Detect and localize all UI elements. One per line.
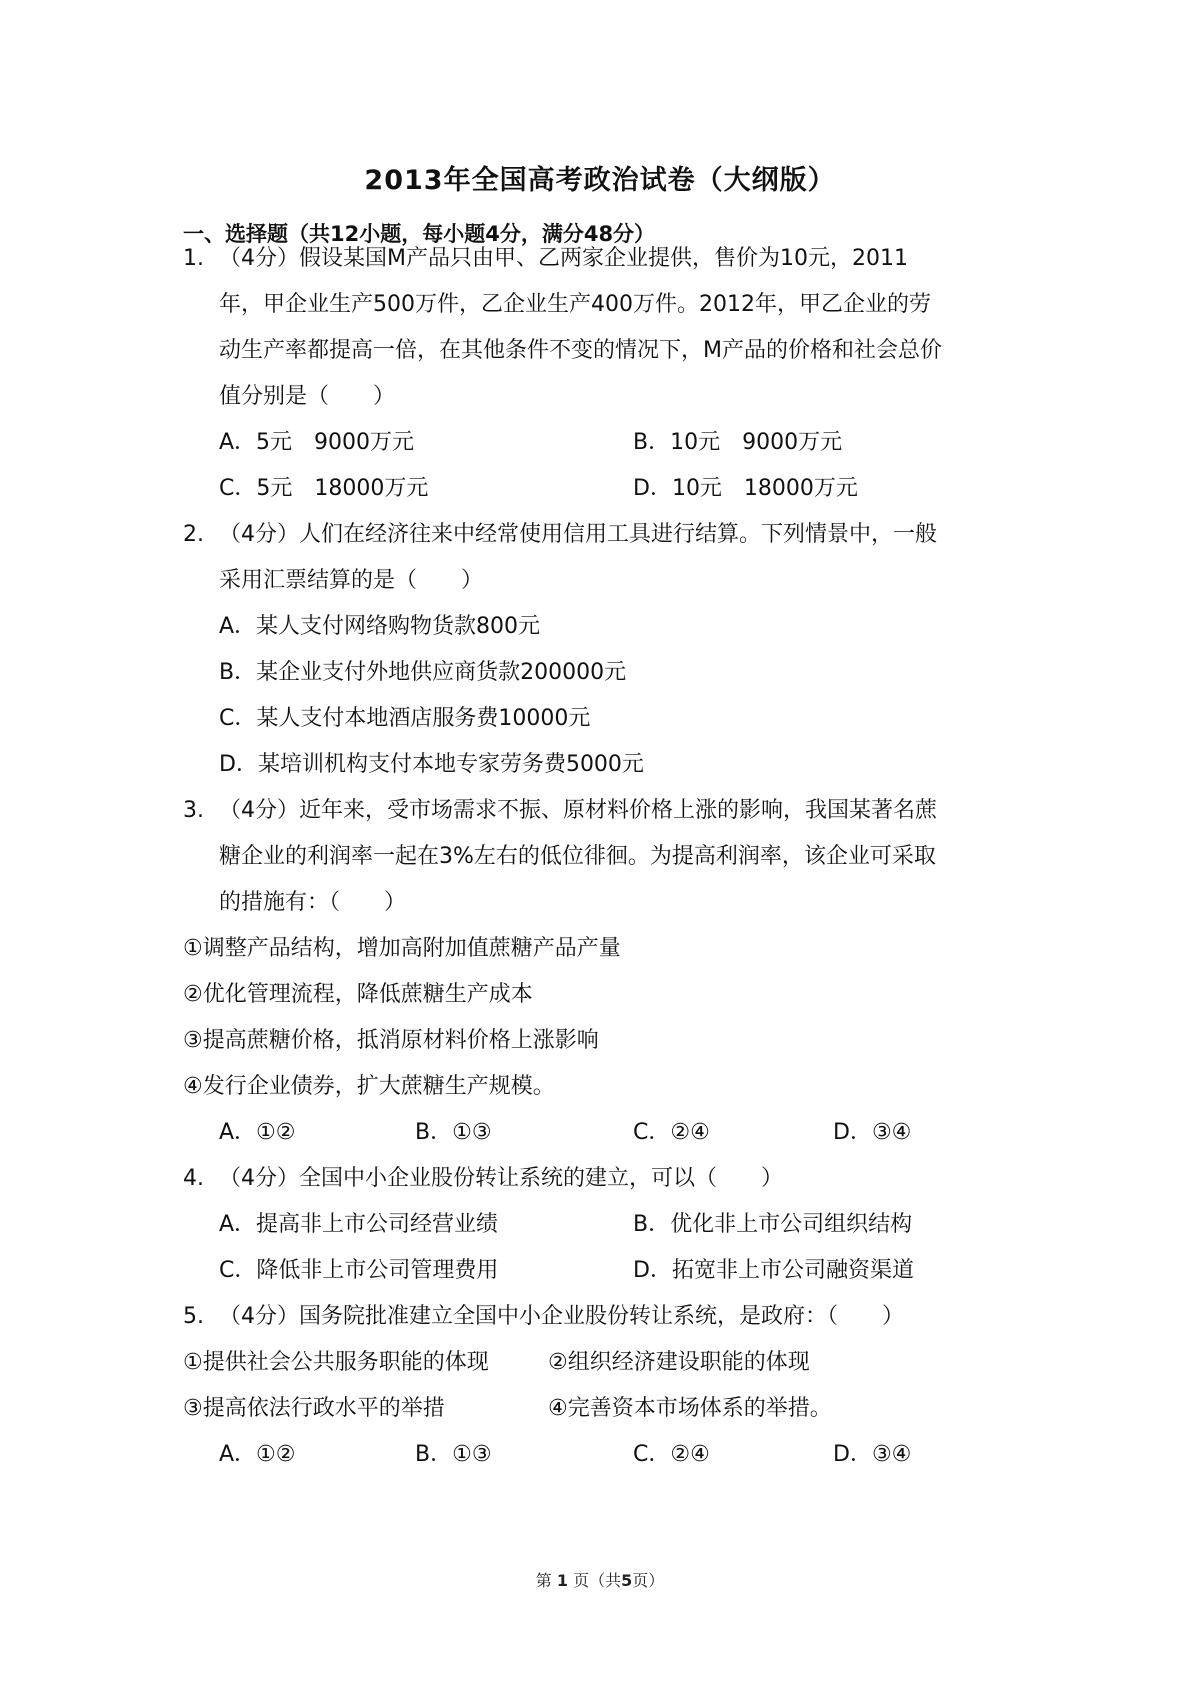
question-3-item-2: ②优化管理流程，降低蔗糖生产成本 — [183, 982, 533, 1007]
question-2-line-2: 采用汇票结算的是（ ） — [219, 568, 484, 593]
question-3-line-3: 的措施有：（ ） — [219, 890, 407, 915]
question-1-line-4: 值分别是（ ） — [219, 384, 396, 409]
question-5-option-d: D．③④ — [833, 1442, 912, 1467]
question-2-option-a: A．某人支付网络购物货款800元 — [219, 614, 541, 639]
question-4-option-c: C．降低非上市公司管理费用 — [219, 1258, 499, 1283]
question-number: 4. — [183, 1166, 204, 1191]
question-3-option-b: B．①③ — [415, 1120, 492, 1145]
question-1-option-d: D．10元 18000万元 — [633, 476, 858, 501]
question-5-item-4: ④完善资本市场体系的举措。 — [548, 1396, 832, 1421]
question-text: （4分）近年来，受市场需求不振、原材料价格上涨的影响，我国某著名蔗 — [219, 798, 937, 823]
question-4-line-1 — [183, 1168, 783, 1190]
question-number: 1. — [183, 246, 204, 271]
page-title: 2013年全国高考政治试卷（大纲版） — [364, 165, 836, 196]
question-3-line-1 — [183, 800, 937, 822]
question-4-option-b: B．优化非上市公司组织结构 — [633, 1212, 913, 1237]
question-5-item-3: ③提高依法行政水平的举措 — [183, 1396, 445, 1421]
question-3-option-a: A．①② — [219, 1120, 296, 1145]
question-2-option-b: B．某企业支付外地供应商货款200000元 — [219, 660, 627, 685]
question-5-item-2: ②组织经济建设职能的体现 — [548, 1350, 810, 1375]
footer-total-pages: 5 — [621, 1571, 633, 1590]
question-3-option-d: D．③④ — [833, 1120, 912, 1145]
question-number: 2. — [183, 522, 204, 547]
question-1-line-1 — [183, 248, 908, 270]
question-1-option-a: A．5元 9000万元 — [219, 430, 415, 455]
page-footer — [0, 1568, 1200, 1591]
footer-page-number: 1 — [556, 1571, 568, 1590]
question-5-option-a: A．①② — [219, 1442, 296, 1467]
footer-middle: 页（共 — [573, 1571, 622, 1590]
section-heading: 一、选择题（共12小题，每小题4分，满分48分） — [183, 222, 656, 246]
question-3-option-c: C．②④ — [633, 1120, 710, 1145]
question-2-option-c: C．某人支付本地酒店服务费10000元 — [219, 706, 591, 731]
question-5-option-c: C．②④ — [633, 1442, 710, 1467]
question-2-option-d: D．某培训机构支付本地专家劳务费5000元 — [219, 752, 644, 777]
question-5-option-b: B．①③ — [415, 1442, 492, 1467]
question-3-line-2: 糖企业的利润率一起在3%左右的低位徘徊。为提高利润率，该企业可采取 — [219, 844, 936, 869]
question-3-item-1: ①调整产品结构，增加高附加值蔗糖产品产量 — [183, 936, 621, 961]
question-1-line-3: 动生产率都提高一倍，在其他条件不变的情况下，M产品的价格和社会总价 — [219, 338, 942, 363]
question-text: （4分）人们在经济往来中经常使用信用工具进行结算。下列情景中，一般 — [219, 522, 937, 547]
question-4-option-a: A．提高非上市公司经营业绩 — [219, 1212, 499, 1237]
question-4-option-d: D．拓宽非上市公司融资渠道 — [633, 1258, 914, 1283]
question-1-option-c: C．5元 18000万元 — [219, 476, 429, 501]
footer-prefix: 第 — [535, 1571, 552, 1590]
question-text: （4分）假设某国M产品只由甲、乙两家企业提供，售价为10元，2011 — [219, 246, 908, 271]
question-2-line-1 — [183, 524, 937, 546]
footer-suffix: 页） — [632, 1571, 665, 1590]
question-3-item-4: ④发行企业债券，扩大蔗糖生产规模。 — [183, 1074, 555, 1099]
question-5-line-1 — [183, 1306, 904, 1328]
question-5-item-1: ①提供社会公共服务职能的体现 — [183, 1350, 489, 1375]
question-text: （4分）国务院批准建立全国中小企业股份转让系统，是政府：（ ） — [219, 1304, 904, 1329]
question-1-option-b: B．10元 9000万元 — [633, 430, 843, 455]
question-number: 5. — [183, 1304, 204, 1329]
question-3-item-3: ③提高蔗糖价格，抵消原材料价格上涨影响 — [183, 1028, 599, 1053]
question-1-line-2: 年，甲企业生产500万件，乙企业生产400万件。2012年，甲乙企业的劳 — [219, 292, 931, 317]
question-number: 3. — [183, 798, 204, 823]
question-text: （4分）全国中小企业股份转让系统的建立，可以（ ） — [219, 1166, 783, 1191]
